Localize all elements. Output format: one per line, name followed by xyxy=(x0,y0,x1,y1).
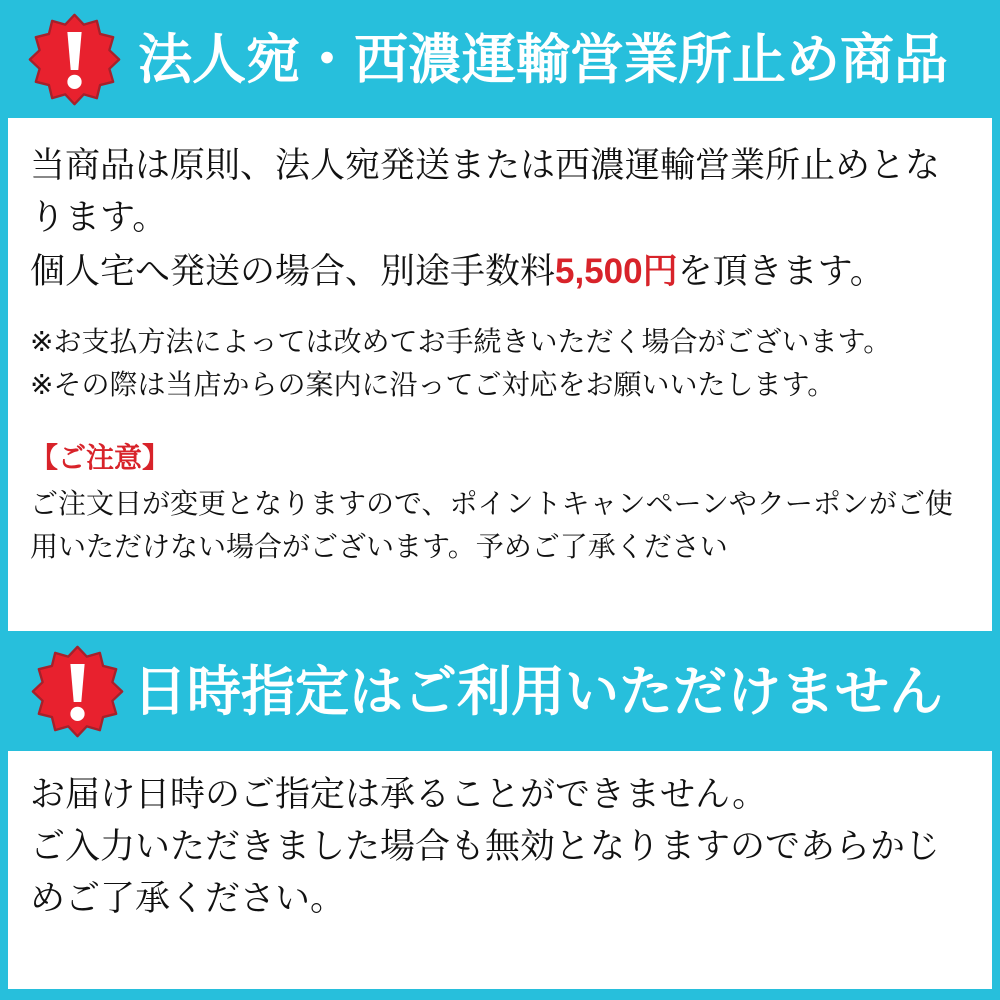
alert-exclamation-seal-icon xyxy=(30,644,125,739)
no-date-selection-text: お届け日時のご指定は承ることができません。 xyxy=(30,775,768,814)
fee-price: 5,500円 xyxy=(555,252,678,291)
section2-panel xyxy=(8,751,992,989)
caution-text: ご注文日が変更となりますので、ポイントキャンペーンやクーポンがご使用いただけない場合がございます。予めご了承ください xyxy=(30,488,953,562)
section2-title: 日時指定はご利用いただけません xyxy=(133,662,943,722)
caution-label: 【ご注意】 xyxy=(30,442,171,473)
invalid-input-text: ご入力いただきました場合も無効となりますのであらかじめご了承ください。 xyxy=(30,827,941,918)
section2-header-band xyxy=(0,631,1000,751)
section1-panel xyxy=(8,118,992,631)
shipping-rule-text: 当商品は原則、法人宛発送または西濃運輸営業所止めとなります。 xyxy=(30,146,941,237)
payment-note-2: ※その際は当店からの案内に沿ってご対応をお願いいたします。 xyxy=(30,369,836,400)
payment-note-1: ※お支払方法によっては改めてお手続きいただく場合がございます。 xyxy=(30,326,892,357)
section1-header-band xyxy=(0,0,1000,118)
section1-title: 法人宛・西濃運輸営業所止め商品 xyxy=(138,30,948,90)
caution-block xyxy=(30,438,970,568)
fee-text xyxy=(30,246,970,298)
alert-exclamation-seal-icon xyxy=(27,12,122,107)
payment-notes xyxy=(30,320,970,406)
fee-text-after: を頂きます。 xyxy=(677,252,885,291)
fee-text-before: 個人宅へ発送の場合、別途手数料 xyxy=(30,252,556,291)
